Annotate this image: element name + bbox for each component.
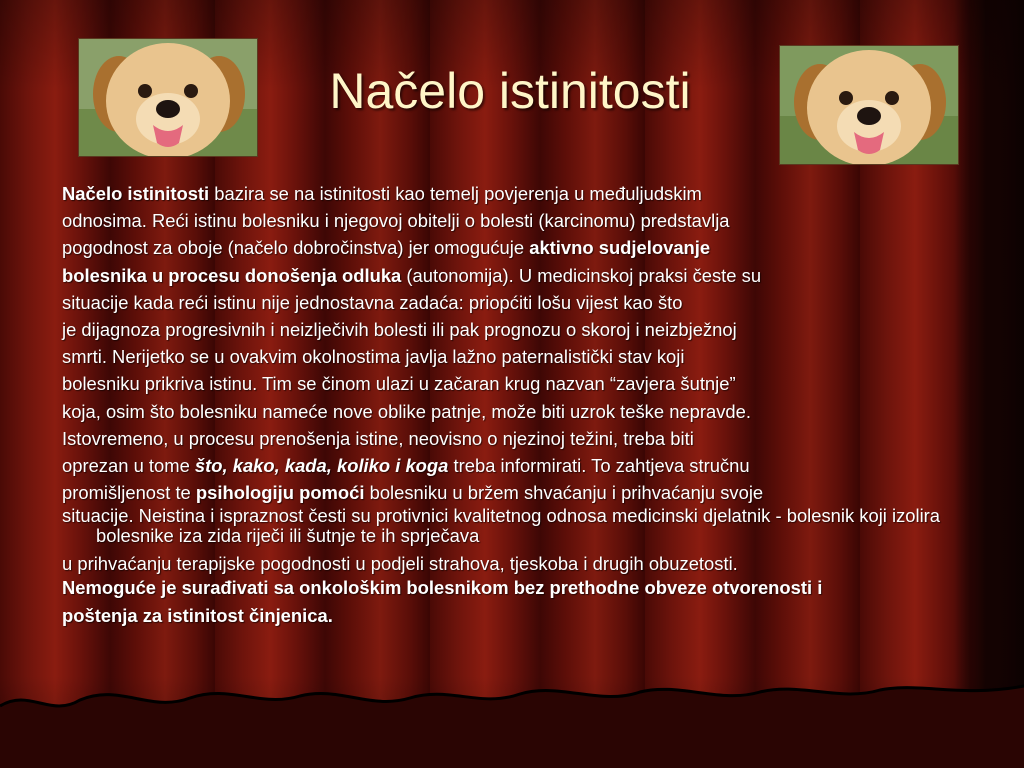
text-segment: bolesniku prikriva istinu. Tim se činom ulazi u začaran krug nazvan “zavjera šutnje” [62, 373, 736, 395]
body-line [62, 289, 962, 316]
body-line [62, 398, 962, 425]
text-segment: smrti. Nerijetko se u ovakvim okolnostima javlja lažno paternalistički stav koji [62, 346, 685, 368]
text-segment: psihologiju pomoći [195, 482, 365, 504]
paragraph-postenja [62, 602, 962, 629]
body-lines [62, 180, 962, 506]
slide-body [62, 180, 962, 629]
text-segment: aktivno sudjelovanje [529, 237, 711, 259]
text-segment: bolesniku u bržem shvaćanju i prihvaćanju svoje [364, 482, 764, 504]
slide-title: Načelo istinitosti [329, 63, 691, 119]
text-segment: bazira se na istinitosti kao temelj povjerenja u međuljudskim [209, 183, 702, 204]
paragraph-prihvacanju: u prihvaćanju terapijske pogodnosti u podjeli strahova, tjeskoba i drugih obuzetosti. [62, 553, 738, 575]
body-line [62, 370, 962, 397]
text-segment: treba informirati. To zahtjeva stručnu [448, 455, 750, 477]
puppy-photo-right [779, 45, 959, 165]
text-segment: je dijagnoza progresivnih i neizlječivih bolesti ili pak prognozu o skoroj i neizbježnoj [62, 319, 737, 341]
paragraph-nemoguce [62, 578, 962, 598]
text-segment: koja, osim što bolesniku nameće nove oblike patnje, može biti uzrok teške nepravde. [62, 400, 752, 422]
body-line [62, 316, 962, 343]
text-segment: situacije kada reći istinu nije jednostavna zadaća: priopćiti lošu vijest kao što [62, 291, 683, 313]
body-line [62, 479, 962, 506]
bold-text: Nemoguće je surađivati sa onkološkim bolesnikom bez prethodne obveze otvorenosti i [62, 576, 823, 598]
curtain-shadow [954, 0, 1024, 768]
text-segment: bolesnika u procesu donošenja odluka [62, 264, 402, 286]
body-line [62, 452, 962, 479]
body-line [62, 425, 962, 452]
body-line [62, 234, 962, 261]
text-segment: (autonomija). U medicinskoj praksi česte su [401, 264, 762, 286]
body-line [62, 207, 962, 234]
text-segment: Načelo istinitosti [62, 183, 210, 204]
paragraph-situacije: situacije. Neistina i ispraznost česti su protivnici kvalitetnog odnosa medicinski djelatnik - bolesnik koji izolira bolesnike iza zida riječi ili šutnje te ih sprječava [62, 505, 941, 547]
text-segment: promišljenost te [62, 482, 196, 504]
text-segment: oprezan u tome [62, 455, 195, 477]
body-line [62, 180, 962, 207]
stage-floor [0, 678, 1024, 768]
body-line [62, 262, 962, 289]
text-segment: Istovremeno, u procesu prenošenja istine, neovisno o njezinoj težini, treba biti [62, 427, 694, 449]
text-segment: odnosima. Reći istinu bolesniku i njegovoj obitelji o bolesti (karcinomu) predstavlja [62, 210, 730, 232]
puppy-photo-left [78, 38, 258, 157]
text-segment: što, kako, kada, koliko i koga [194, 455, 449, 477]
bold-text: poštenja za istinitost činjenica. [62, 604, 333, 626]
text-segment: pogodnost za oboje (načelo dobročinstva) jer omogućuje [62, 237, 530, 259]
body-line [62, 343, 962, 370]
